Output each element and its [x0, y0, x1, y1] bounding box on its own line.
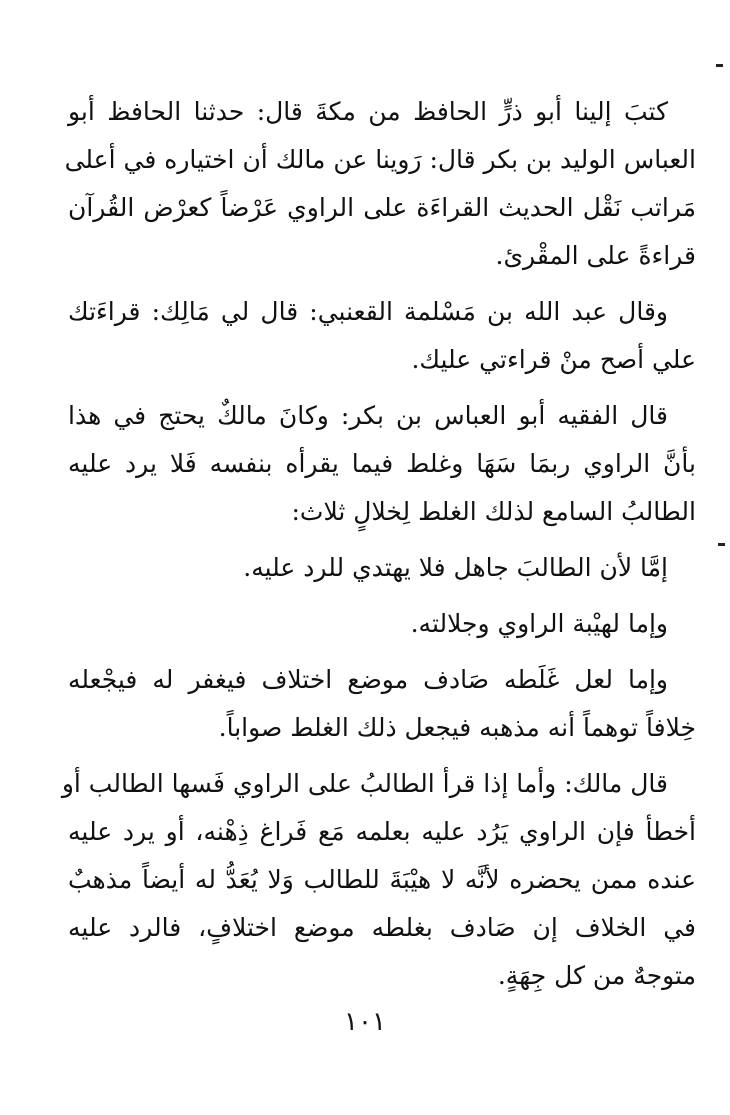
text-line: مَراتب نَقْل الحديث القراءَة على الراوي عَرْضاً كعرْض القُرآن — [68, 193, 696, 222]
text-line: قال مالك: وأما إذا قرأ الطالبُ على الراوي فَسها الطالب أو — [61, 769, 668, 798]
text-line: وإما لهيْبة الراوي وجلالته. — [410, 609, 668, 638]
paragraph-3 — [68, 392, 696, 536]
page-number: ١٠١ — [344, 1007, 386, 1037]
paragraph-4 — [68, 544, 696, 592]
paragraph-6 — [68, 656, 696, 752]
text-line: قراءةً على المقْرئ. — [495, 241, 696, 270]
text-line: خِلافاً توهماً أنه مذهبه فيجعل ذلك الغلط صواباً. — [218, 713, 696, 742]
text-line: في الخلاف إن صَادف بغلطه موضع اختلافٍ، فالرد عليه — [68, 913, 696, 942]
text-line: أخطأ فإن الراوي يَرُد عليه بعلمه مَع فَراغ ذِهْنه، أو يرد عليه — [68, 817, 696, 846]
page-body — [61, 88, 696, 1008]
text-line: وإما لعل غَلَطه صَادف موضع اختلاف فيغفر له فيجْعله — [68, 665, 668, 694]
paragraph-5 — [68, 600, 696, 648]
text-line: قال الفقيه أبو العباس بن بكر: وكانَ مالكٌ يحتج في هذا — [68, 401, 668, 430]
text-line: عنده ممن يحضره لأنَّه لا هيْبَةَ للطالب وَلا يُعَدُّ له أيضاً مذهبٌ — [68, 865, 696, 894]
margin-mark — [718, 543, 725, 546]
paragraph-1 — [64, 88, 696, 280]
text-line: علي أصح منْ قراءتي عليك. — [411, 345, 696, 374]
text-line: الطالبُ السامع لذلك الغلط لِخلالٍ ثلاث: — [291, 497, 696, 526]
text-line: العباس الوليد بن بكر قال: رَوينا عن مالك أن اختياره في أعلى — [64, 145, 696, 174]
paragraph-7 — [61, 760, 696, 1000]
text-line: بأنَّ الراوي ربمَا سَهَا وغلط فيما يقرأه بنفسه فَلا يرد عليه — [68, 449, 696, 478]
text-line: كتبَ إلينا أبو ذرٍّ الحافظ من مكةَ قال: حدثنا الحافظ أبو — [68, 97, 668, 126]
paragraph-2 — [68, 288, 696, 384]
text-line: وقال عبد الله بن مَسْلمة القعنبي: قال لي مَالِك: قراءَتك — [68, 297, 668, 326]
margin-mark — [716, 64, 723, 67]
text-line: إمَّا لأن الطالبَ جاهل فلا يهتدي للرد عليه. — [243, 553, 668, 582]
text-line: متوجهٌ من كل جِهَةٍ. — [497, 961, 696, 990]
